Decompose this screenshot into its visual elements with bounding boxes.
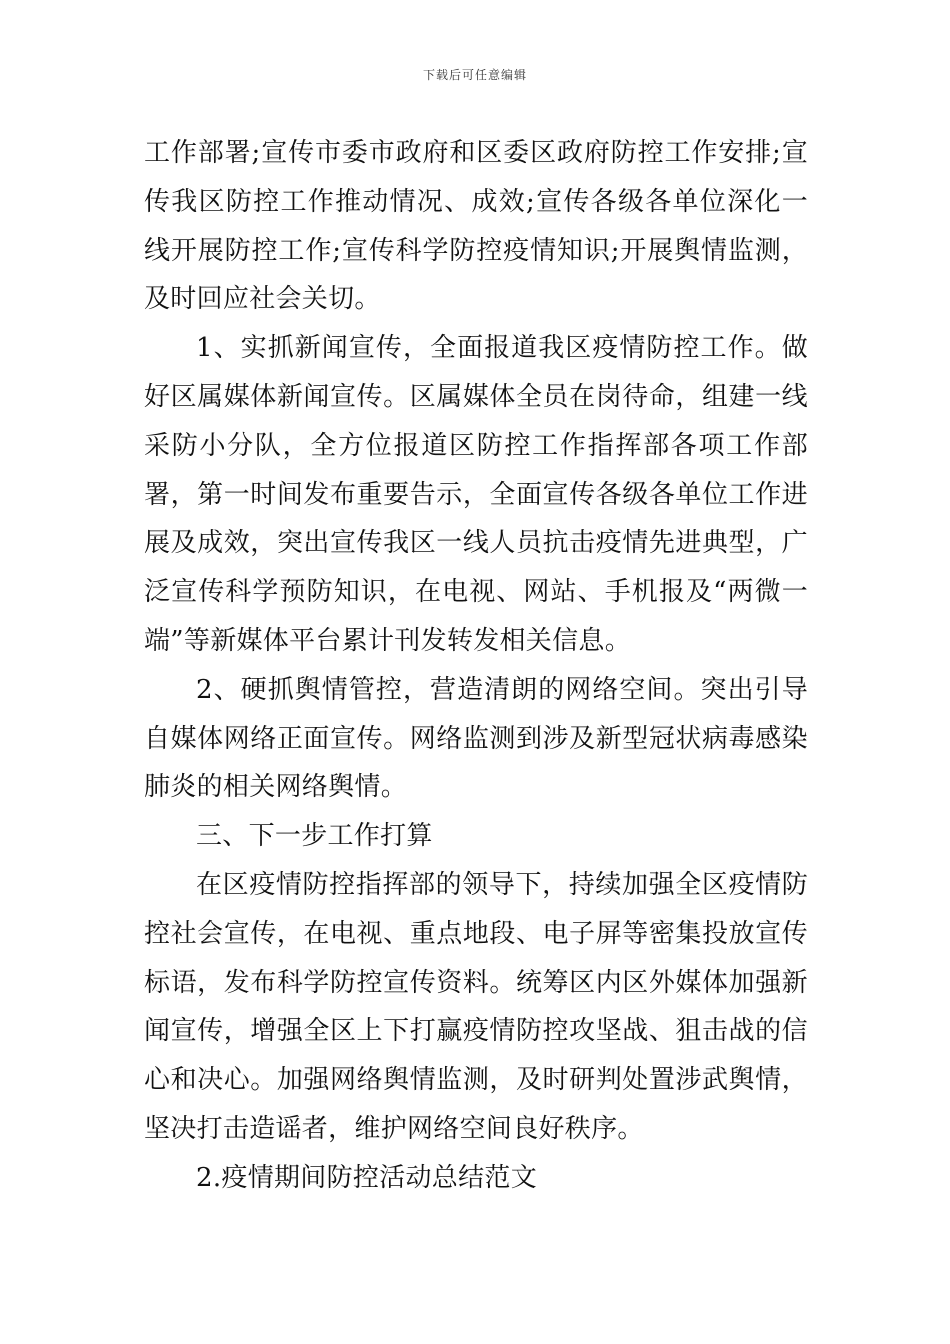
paragraph-opinion-control: 2、硬抓舆情管控，营造清朗的网络空间。突出引导自媒体网络正面宣传。网络监测到涉及新型冠状病毒感染肺炎的相关网络舆情。: [144, 674, 808, 803]
paragraph-continuation: 工作部署;宣传市委市政府和区委区政府防控工作安排;宣传我区防控工作推动情况、成效;宣传各级各单位深化一线开展防控工作;宣传科学防控疫情知识;开展舆情监测，及时回应社会关切。: [144, 138, 808, 315]
paragraph-news-publicity: 1、实抓新闻宣传，全面报道我区疫情防控工作。做好区属媒体新闻宣传。区属媒体全员在岗待命，组建一线采防小分队，全方位报道区防控工作指挥部各项工作部署，第一时间发布重要告示，全面宣传各级各单位工作进展及成效，突出宣传我区一线人员抗击疫情先进典型，广泛宣传科学预防知识，在电视、网站、手机报及“两微一端”等新媒体平台累计刊发转发相关信息。: [144, 333, 808, 656]
section-heading-next-steps: 三、下一步工作打算: [196, 821, 433, 852]
section-heading-summary: 2.疫情期间防控活动总结范文: [196, 1162, 538, 1193]
document-body: [144, 129, 808, 1203]
paragraph-next-steps: 在区疫情防控指挥部的领导下，持续加强全区疫情防控社会宣传，在电视、重点地段、电子屏等密集投放宣传标语，发布科学防控宣传资料。统筹区内区外媒体加强新闻宣传，增强全区上下打赢疫情防控攻坚战、狙击战的信心和决心。加强网络舆情监测，及时研判处置涉武舆情，坚决打击造谣者，维护网络空间良好秩序。: [144, 869, 808, 1144]
page-header: 下载后可任意编辑: [422, 68, 527, 82]
